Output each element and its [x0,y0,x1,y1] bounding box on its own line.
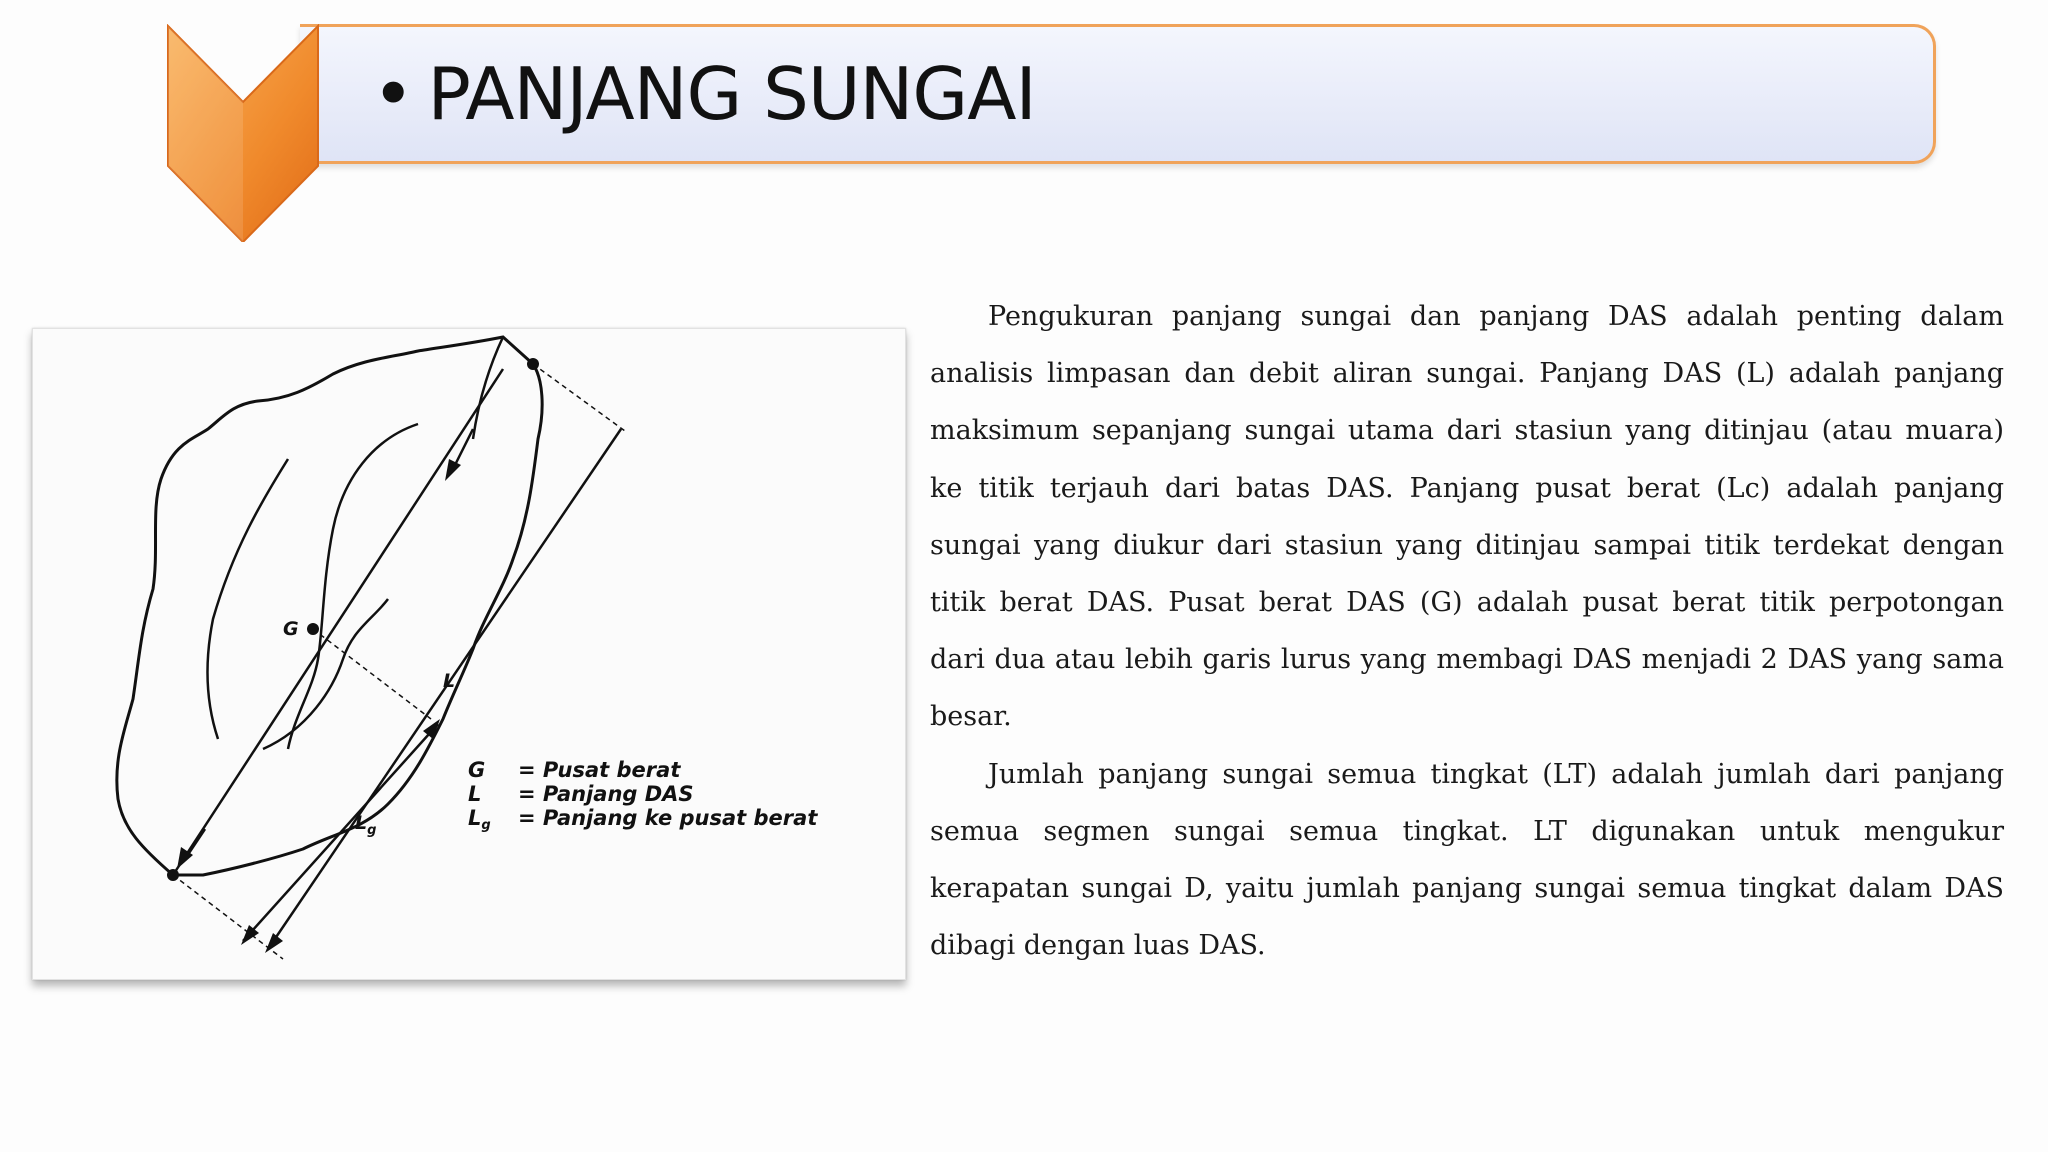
legend [468,758,818,833]
paragraph-1: Pengukuran panjang sungai dan panjang DAS adalah penting dalam analisis limpasan dan debit aliran sungai. Panjang DAS (L) adalah panjang maksimum sepanjang sungai utama dari stasiun yang ditinjau (atau muara) ke titik terjauh dari batas DAS. Panjang pusat berat (Lc) adalah panjang sungai yang diukur dari stasiun yang ditinjau sampai titik terdekat dengan titik berat DAS. Pusat berat DAS (G) adalah pusat berat titik perpotongan dari dua atau lebih garis lurus yang membagi DAS menjadi 2 DAS yang sama besar. [930,301,2004,733]
arrow-l-bottom [265,933,283,953]
watershed-figure [32,328,906,980]
paragraph-2: Jumlah panjang sungai semua tingkat (LT) adalah jumlah dari panjang semua segmen sungai semua tingkat. LT digunakan untuk mengukur kerapatan sungai D, yaitu jumlah panjang sungai semua tingkat dalam DAS dibagi dengan luas DAS. [930,758,2004,962]
legend-symbol-lg: Lg [468,806,491,833]
page-title-text: PANJANG SUNGAI [427,52,1036,136]
tributary-2 [288,424,418,749]
legend-text-l: = Panjang DAS [518,782,694,806]
page-title [372,46,1036,142]
centroid-projection-line [313,629,431,719]
tributary-4 [473,337,503,439]
label-g: G [283,618,299,640]
body-text [930,288,2004,974]
dimension-lg [243,724,438,941]
main-axis-line [173,369,503,875]
label-l: L [443,670,456,692]
legend-symbol-g: G [468,758,486,782]
legend-text-g: = Pusat berat [518,758,681,782]
watershed-diagram [33,329,907,981]
title-bullet: • [372,52,414,136]
chevron-down-icon [166,24,320,242]
label-lg: $L_g$ [355,812,377,838]
tributary-3 [263,599,388,749]
legend-symbol-l: L [468,782,482,806]
tributary-1 [208,459,288,739]
legend-text-lg: = Panjang ke pusat berat [518,806,818,830]
flow-arrow-top [445,459,461,481]
